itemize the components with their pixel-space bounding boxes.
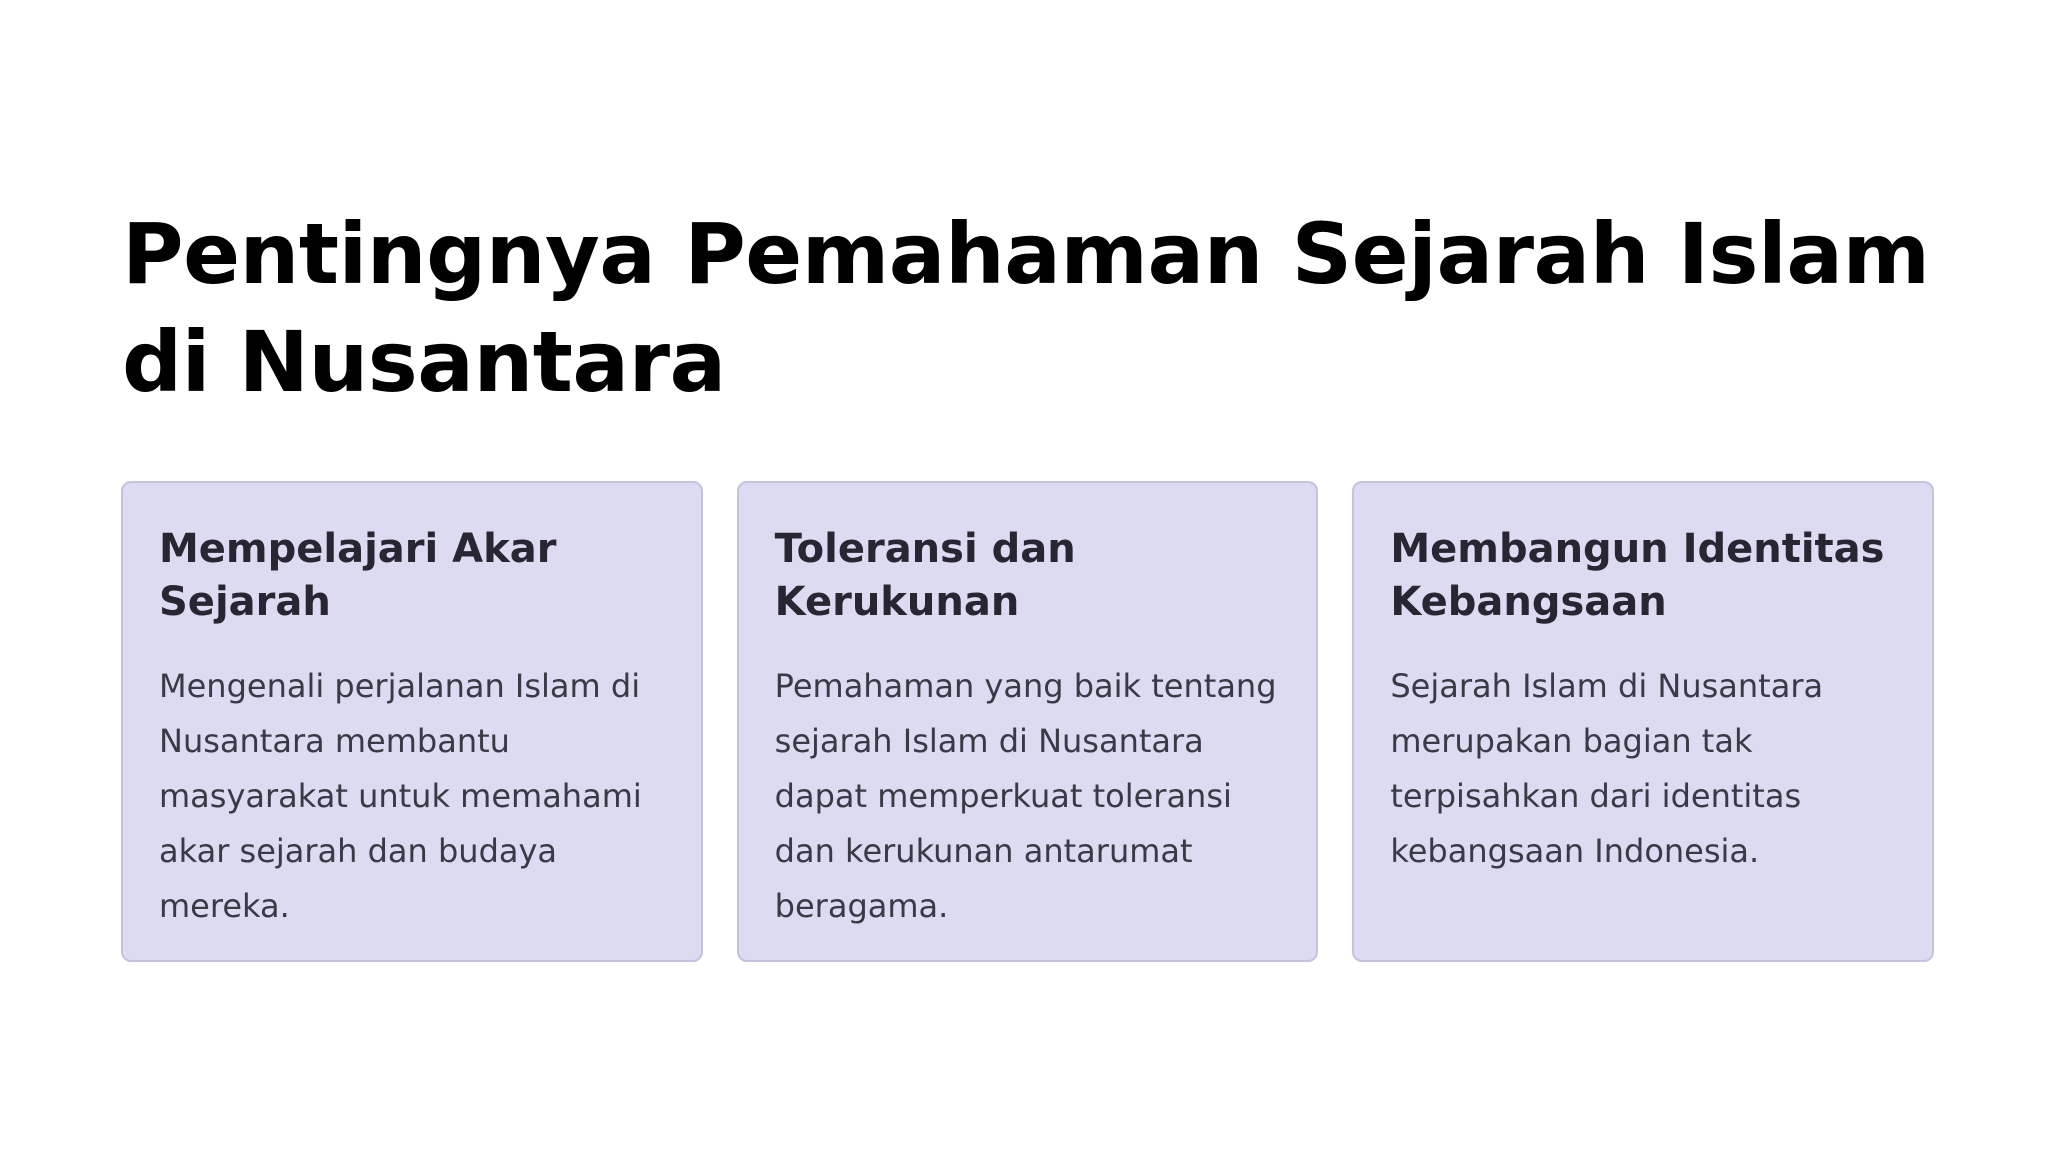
card-akar-sejarah	[121, 481, 703, 962]
card-title: Toleransi dan Kerukunan	[774, 526, 1076, 625]
slide-title: Pentingnya Pemahaman Sejarah Islam di Nusantara	[122, 205, 1930, 411]
card-text: Pemahaman yang baik tentang sejarah Islam di Nusantara dapat memperkuat toleransi dan kerukunan antarumat beragama.	[774, 667, 1277, 925]
card-text: Mengenali perjalanan Islam di Nusantara membantu masyarakat untuk memahami akar sejarah dan budaya mereka.	[159, 667, 642, 925]
card-identitas	[1352, 481, 1934, 962]
card-text: Sejarah Islam di Nusantara merupakan bagian tak terpisahkan dari identitas kebangsaan Indonesia.	[1390, 667, 1824, 870]
card-title: Membangun Identitas Kebangsaan	[1390, 526, 1885, 625]
card-title: Mempelajari Akar Sejarah	[159, 526, 557, 625]
card-row	[121, 481, 1934, 962]
card-toleransi	[737, 481, 1319, 962]
